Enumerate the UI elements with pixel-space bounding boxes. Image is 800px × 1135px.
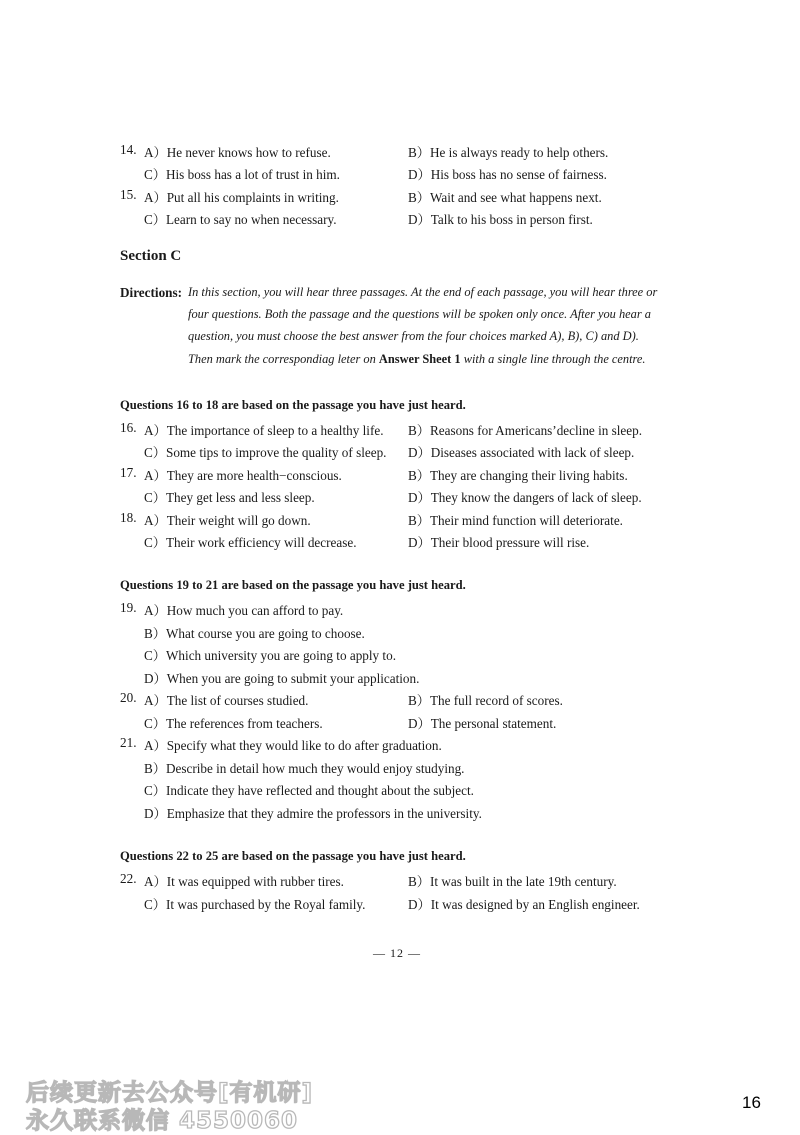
option-b: B）What course you are going to choose. (144, 626, 365, 641)
option-a: A）Put all his complaints in writing. (144, 190, 339, 205)
option-a: A）The importance of sleep to a healthy life. (144, 423, 384, 438)
option-d: D）His boss has no sense of fairness. (408, 167, 607, 182)
question-number: 17. (120, 465, 137, 480)
option-b: B）Wait and see what happens next. (408, 190, 602, 205)
group-heading: Questions 16 to 18 are based on the passage you have just heard. (120, 398, 466, 412)
page-number: 16 (742, 1093, 761, 1112)
option-a: A）Their weight will go down. (144, 513, 311, 528)
directions-line-2: four questions. Both the passage and the questions will be spoken only once. After you hear a (188, 307, 651, 321)
section-title: Section C (120, 248, 182, 264)
question-number: 15. (120, 187, 137, 202)
option-c: C）They get less and less sleep. (144, 490, 315, 505)
question-number: 20. (120, 690, 137, 705)
option-a: A）Specify what they would like to do after graduation. (144, 738, 442, 753)
option-b: B）The full record of scores. (408, 693, 563, 708)
option-d: D）Diseases associated with lack of sleep. (408, 445, 635, 460)
question-number: 14. (120, 142, 137, 157)
page-footer: — 12 — (373, 946, 421, 960)
option-d: D）Talk to his boss in person first. (408, 212, 593, 227)
directions-line-3: question, you must choose the best answer from the four choices marked A), B), C) and D). (188, 329, 639, 343)
option-a: A）The list of courses studied. (144, 693, 309, 708)
option-b: B）They are changing their living habits. (408, 468, 628, 483)
option-c: C）Learn to say no when necessary. (144, 212, 337, 227)
option-d: D）Their blood pressure will rise. (408, 535, 590, 550)
option-c: C）Their work efficiency will decrease. (144, 535, 357, 550)
option-c: C）Which university you are going to apply to. (144, 648, 396, 663)
option-b: B）Reasons for Americans’decline in sleep. (408, 423, 643, 438)
group-heading: Questions 19 to 21 are based on the passage you have just heard. (120, 578, 466, 592)
question-number: 16. (120, 420, 137, 435)
watermark-line-2: 永久联系微信 4550060 (26, 1108, 299, 1134)
directions-label: Directions: (120, 285, 183, 300)
question-number: 18. (120, 510, 137, 525)
option-c: C）Indicate they have reflected and thought about the subject. (144, 783, 474, 798)
option-a: A）He never knows how to refuse. (144, 145, 331, 160)
option-c: C）The references from teachers. (144, 716, 323, 731)
option-b: B）It was built in the late 19th century. (408, 874, 617, 889)
option-d: D）Emphasize that they admire the professors in the university. (144, 806, 482, 821)
watermark-line-1: 后续更新去公众号[有机研] (26, 1080, 314, 1106)
group-heading: Questions 22 to 25 are based on the passage you have just heard. (120, 849, 466, 863)
option-c: C）His boss has a lot of trust in him. (144, 167, 340, 182)
option-d: D）It was designed by an English engineer. (408, 897, 640, 912)
option-c: C）It was purchased by the Royal family. (144, 897, 366, 912)
question-number: 22. (120, 871, 137, 886)
question-number: 19. (120, 600, 137, 615)
option-b: B）He is always ready to help others. (408, 145, 609, 160)
option-b: B）Their mind function will deteriorate. (408, 513, 623, 528)
option-c: C）Some tips to improve the quality of sleep. (144, 445, 387, 460)
question-number: 21. (120, 735, 137, 750)
option-d: D）The personal statement. (408, 716, 557, 731)
option-a: A）They are more health−conscious. (144, 468, 342, 483)
option-b: B）Describe in detail how much they would enjoy studying. (144, 761, 465, 776)
option-a: A）How much you can afford to pay. (144, 603, 344, 618)
option-d: D）They know the dangers of lack of sleep. (408, 490, 642, 505)
directions-line-1: In this section, you will hear three passages. At the end of each passage, you will hear three or (188, 285, 658, 299)
directions-line-4: Then mark the correspondiag leter on Answer Sheet 1 with a single line through the centre. (188, 352, 646, 366)
option-a: A）It was equipped with rubber tires. (144, 874, 344, 889)
option-d: D）When you are going to submit your application. (144, 671, 420, 686)
